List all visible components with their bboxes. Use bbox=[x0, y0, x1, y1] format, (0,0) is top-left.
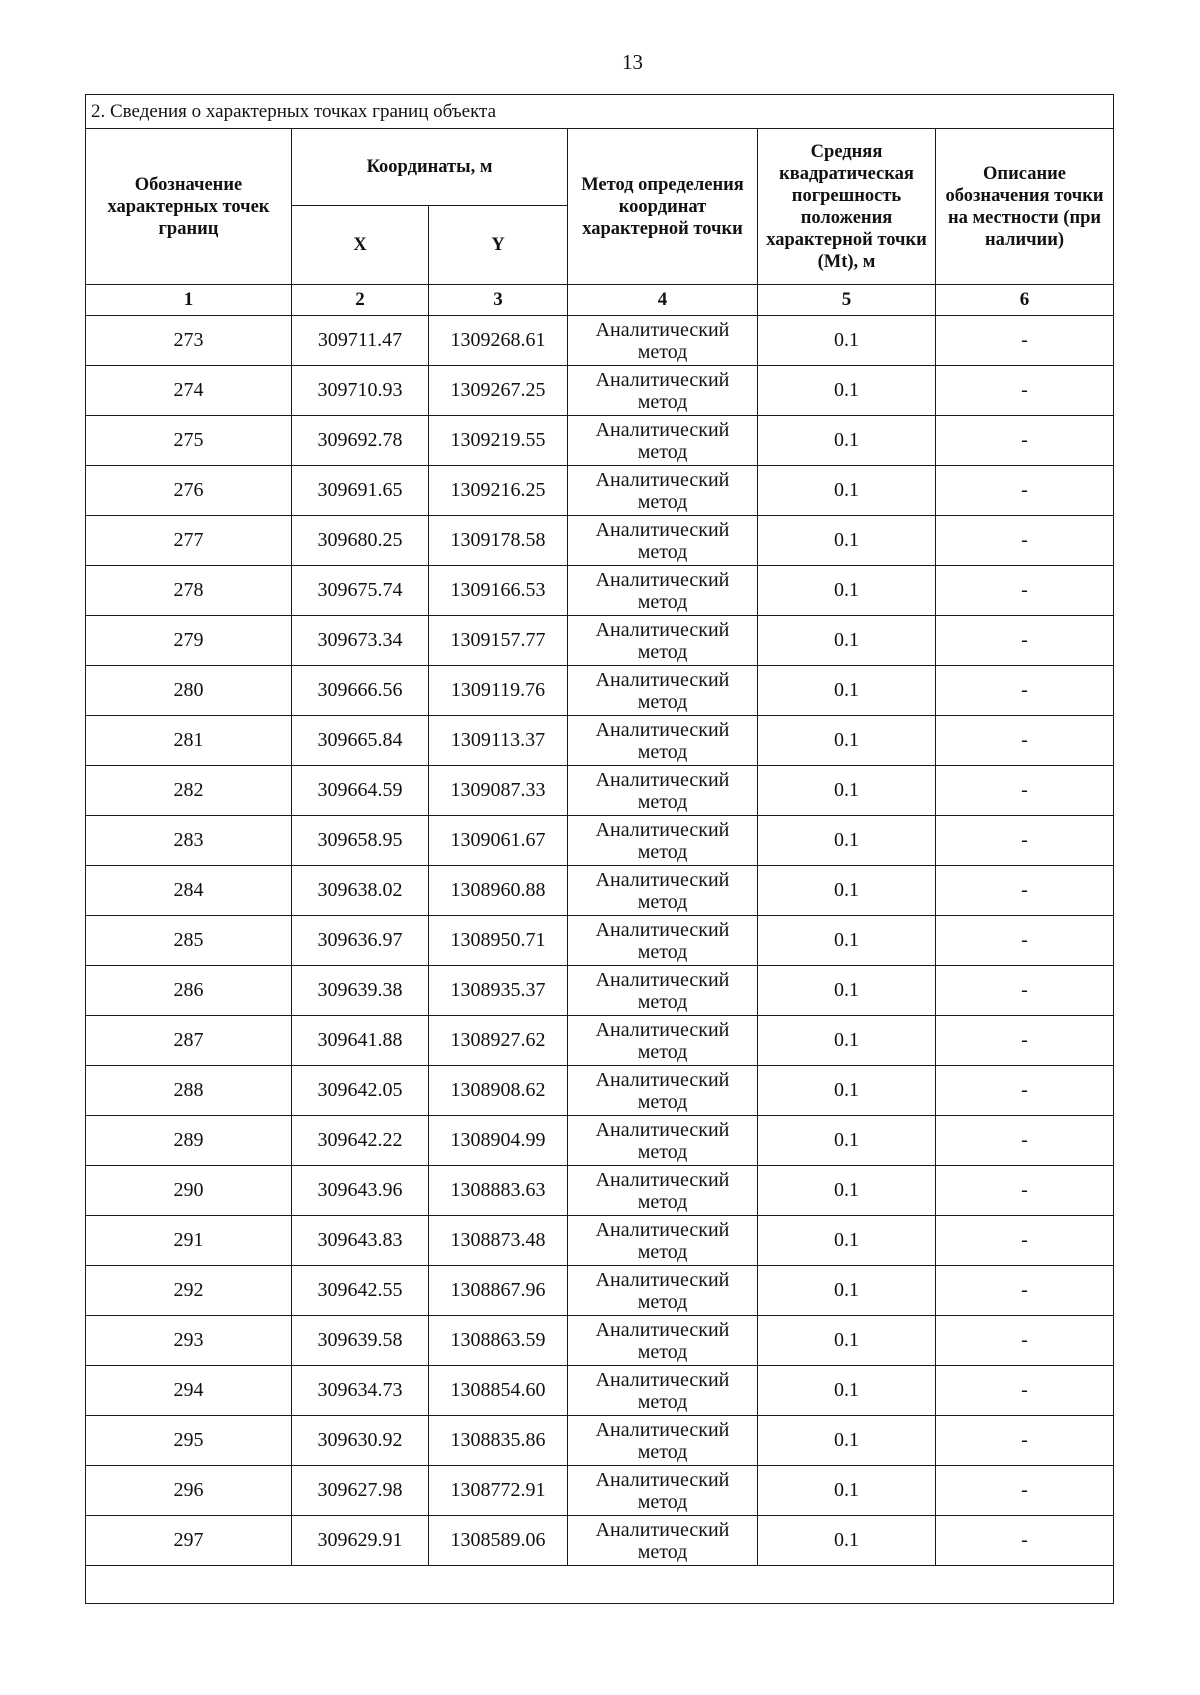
method-line: метод bbox=[637, 1490, 688, 1513]
error-cell: 0.1 bbox=[758, 516, 936, 566]
table-row bbox=[86, 316, 1114, 366]
error-cell: 0.1 bbox=[758, 666, 936, 716]
method-line: метод bbox=[637, 340, 688, 363]
method-line: метод bbox=[637, 440, 688, 463]
y-coordinate-cell: 1308867.96 bbox=[429, 1266, 568, 1316]
table-body bbox=[86, 316, 1114, 1566]
description-cell: - bbox=[936, 666, 1114, 716]
x-coordinate-cell: 309639.58 bbox=[292, 1316, 429, 1366]
error-cell: 0.1 bbox=[758, 1166, 936, 1216]
description-cell: - bbox=[936, 466, 1114, 516]
point-cell: 282 bbox=[86, 766, 292, 816]
point-cell: 289 bbox=[86, 1116, 292, 1166]
method-line: Аналитический bbox=[595, 868, 730, 891]
method-cell bbox=[568, 1316, 758, 1366]
x-coordinate-cell: 309636.97 bbox=[292, 916, 429, 966]
table-row bbox=[86, 1266, 1114, 1316]
point-cell: 273 bbox=[86, 316, 292, 366]
y-coordinate-cell: 1309216.25 bbox=[429, 466, 568, 516]
table-row bbox=[86, 1466, 1114, 1516]
method-cell bbox=[568, 816, 758, 866]
table-row bbox=[86, 1166, 1114, 1216]
y-coordinate-cell: 1308904.99 bbox=[429, 1116, 568, 1166]
error-cell: 0.1 bbox=[758, 866, 936, 916]
table-row bbox=[86, 1216, 1114, 1266]
y-coordinate-cell: 1308883.63 bbox=[429, 1166, 568, 1216]
description-cell: - bbox=[936, 1116, 1114, 1166]
method-line: Аналитический bbox=[595, 618, 730, 641]
y-coordinate-cell: 1308927.62 bbox=[429, 1016, 568, 1066]
x-coordinate-cell: 309664.59 bbox=[292, 766, 429, 816]
description-cell: - bbox=[936, 866, 1114, 916]
section-title: 2. Сведения о характерных точках границ объекта bbox=[86, 95, 1114, 129]
table-row bbox=[86, 1066, 1114, 1116]
method-cell bbox=[568, 1516, 758, 1566]
description-cell: - bbox=[936, 1516, 1114, 1566]
x-coordinate-cell: 309630.92 bbox=[292, 1416, 429, 1466]
method-line: метод bbox=[637, 1340, 688, 1363]
y-coordinate-cell: 1309087.33 bbox=[429, 766, 568, 816]
x-coordinate-cell: 309627.98 bbox=[292, 1466, 429, 1516]
y-coordinate-cell: 1309119.76 bbox=[429, 666, 568, 716]
error-cell: 0.1 bbox=[758, 916, 936, 966]
method-cell bbox=[568, 1016, 758, 1066]
method-line: Аналитический bbox=[595, 368, 730, 391]
header-x: X bbox=[292, 206, 429, 285]
error-cell: 0.1 bbox=[758, 1066, 936, 1116]
y-coordinate-cell: 1309061.67 bbox=[429, 816, 568, 866]
header-coordinates: Координаты, м bbox=[292, 129, 568, 206]
error-cell: 0.1 bbox=[758, 1266, 936, 1316]
method-line: Аналитический bbox=[595, 1268, 730, 1291]
method-cell bbox=[568, 566, 758, 616]
header-error: Средняя квадратическая погрешность положения характерной точки (Mt), м bbox=[758, 129, 936, 285]
method-line: метод bbox=[637, 690, 688, 713]
y-coordinate-cell: 1308960.88 bbox=[429, 866, 568, 916]
x-coordinate-cell: 309639.38 bbox=[292, 966, 429, 1016]
y-coordinate-cell: 1309157.77 bbox=[429, 616, 568, 666]
table-row bbox=[86, 1116, 1114, 1166]
description-cell: - bbox=[936, 1316, 1114, 1366]
method-cell bbox=[568, 516, 758, 566]
point-cell: 276 bbox=[86, 466, 292, 516]
method-line: Аналитический bbox=[595, 1168, 730, 1191]
column-number: 6 bbox=[936, 285, 1114, 316]
point-cell: 281 bbox=[86, 716, 292, 766]
table-row bbox=[86, 1316, 1114, 1366]
x-coordinate-cell: 309638.02 bbox=[292, 866, 429, 916]
method-line: метод bbox=[637, 540, 688, 563]
method-line: Аналитический bbox=[595, 418, 730, 441]
description-cell: - bbox=[936, 766, 1114, 816]
description-cell: - bbox=[936, 1166, 1114, 1216]
method-cell bbox=[568, 1416, 758, 1466]
error-cell: 0.1 bbox=[758, 566, 936, 616]
method-cell bbox=[568, 316, 758, 366]
point-cell: 278 bbox=[86, 566, 292, 616]
x-coordinate-cell: 309710.93 bbox=[292, 366, 429, 416]
method-line: Аналитический bbox=[595, 818, 730, 841]
point-cell: 277 bbox=[86, 516, 292, 566]
y-coordinate-cell: 1309178.58 bbox=[429, 516, 568, 566]
error-cell: 0.1 bbox=[758, 1516, 936, 1566]
point-cell: 290 bbox=[86, 1166, 292, 1216]
y-coordinate-cell: 1309268.61 bbox=[429, 316, 568, 366]
table-row bbox=[86, 716, 1114, 766]
method-cell bbox=[568, 966, 758, 1016]
method-line: Аналитический bbox=[595, 318, 730, 341]
method-line: метод bbox=[637, 1140, 688, 1163]
method-line: метод bbox=[637, 1440, 688, 1463]
method-line: Аналитический bbox=[595, 968, 730, 991]
description-cell: - bbox=[936, 1216, 1114, 1266]
x-coordinate-cell: 309711.47 bbox=[292, 316, 429, 366]
description-cell: - bbox=[936, 316, 1114, 366]
method-line: Аналитический bbox=[595, 518, 730, 541]
description-cell: - bbox=[936, 1466, 1114, 1516]
column-number: 5 bbox=[758, 285, 936, 316]
x-coordinate-cell: 309643.96 bbox=[292, 1166, 429, 1216]
method-line: метод bbox=[637, 1040, 688, 1063]
point-cell: 285 bbox=[86, 916, 292, 966]
description-cell: - bbox=[936, 616, 1114, 666]
description-cell: - bbox=[936, 716, 1114, 766]
description-cell: - bbox=[936, 1066, 1114, 1116]
method-cell bbox=[568, 366, 758, 416]
y-coordinate-cell: 1308854.60 bbox=[429, 1366, 568, 1416]
method-line: метод bbox=[637, 1390, 688, 1413]
x-coordinate-cell: 309658.95 bbox=[292, 816, 429, 866]
method-cell bbox=[568, 466, 758, 516]
table-row bbox=[86, 1516, 1114, 1566]
method-line: метод bbox=[637, 390, 688, 413]
table-footer-empty-row bbox=[86, 1566, 1114, 1604]
y-coordinate-cell: 1308950.71 bbox=[429, 916, 568, 966]
table-row bbox=[86, 366, 1114, 416]
table-row bbox=[86, 1366, 1114, 1416]
header-description: Описание обозначения точки на местности (при наличии) bbox=[936, 129, 1114, 285]
method-line: метод bbox=[637, 940, 688, 963]
table-row bbox=[86, 866, 1114, 916]
table-row bbox=[86, 466, 1114, 516]
table-row bbox=[86, 1016, 1114, 1066]
error-cell: 0.1 bbox=[758, 1316, 936, 1366]
error-cell: 0.1 bbox=[758, 1216, 936, 1266]
error-cell: 0.1 bbox=[758, 1366, 936, 1416]
method-line: Аналитический bbox=[595, 1318, 730, 1341]
method-cell bbox=[568, 416, 758, 466]
boundary-points-table-container bbox=[85, 94, 1113, 1604]
method-cell bbox=[568, 666, 758, 716]
description-cell: - bbox=[936, 966, 1114, 1016]
method-line: метод bbox=[637, 1190, 688, 1213]
table-row bbox=[86, 666, 1114, 716]
point-cell: 279 bbox=[86, 616, 292, 666]
point-cell: 297 bbox=[86, 1516, 292, 1566]
y-coordinate-cell: 1309166.53 bbox=[429, 566, 568, 616]
method-cell bbox=[568, 1166, 758, 1216]
method-line: Аналитический bbox=[595, 1018, 730, 1041]
method-line: Аналитический bbox=[595, 1118, 730, 1141]
x-coordinate-cell: 309691.65 bbox=[292, 466, 429, 516]
description-cell: - bbox=[936, 816, 1114, 866]
y-coordinate-cell: 1308873.48 bbox=[429, 1216, 568, 1266]
point-cell: 274 bbox=[86, 366, 292, 416]
x-coordinate-cell: 309666.56 bbox=[292, 666, 429, 716]
point-cell: 292 bbox=[86, 1266, 292, 1316]
x-coordinate-cell: 309641.88 bbox=[292, 1016, 429, 1066]
point-cell: 286 bbox=[86, 966, 292, 1016]
method-line: метод bbox=[637, 840, 688, 863]
table-row bbox=[86, 616, 1114, 666]
method-line: Аналитический bbox=[595, 1068, 730, 1091]
method-line: метод bbox=[637, 790, 688, 813]
y-coordinate-cell: 1308835.86 bbox=[429, 1416, 568, 1466]
method-cell bbox=[568, 616, 758, 666]
table-row bbox=[86, 916, 1114, 966]
column-number: 2 bbox=[292, 285, 429, 316]
method-cell bbox=[568, 866, 758, 916]
error-cell: 0.1 bbox=[758, 366, 936, 416]
page-number: 13 bbox=[622, 50, 643, 74]
method-line: Аналитический bbox=[595, 918, 730, 941]
method-cell bbox=[568, 1466, 758, 1516]
table-row bbox=[86, 766, 1114, 816]
error-cell: 0.1 bbox=[758, 1416, 936, 1466]
error-cell: 0.1 bbox=[758, 316, 936, 366]
error-cell: 0.1 bbox=[758, 966, 936, 1016]
x-coordinate-cell: 309634.73 bbox=[292, 1366, 429, 1416]
method-cell bbox=[568, 1216, 758, 1266]
point-cell: 280 bbox=[86, 666, 292, 716]
point-cell: 288 bbox=[86, 1066, 292, 1116]
column-number: 4 bbox=[568, 285, 758, 316]
method-cell bbox=[568, 1366, 758, 1416]
method-cell bbox=[568, 716, 758, 766]
x-coordinate-cell: 309692.78 bbox=[292, 416, 429, 466]
point-cell: 284 bbox=[86, 866, 292, 916]
method-cell bbox=[568, 1116, 758, 1166]
method-line: метод bbox=[637, 1540, 688, 1563]
header-point-designation: Обозначение характерных точек границ bbox=[86, 129, 292, 285]
x-coordinate-cell: 309675.74 bbox=[292, 566, 429, 616]
method-line: метод bbox=[637, 740, 688, 763]
point-cell: 295 bbox=[86, 1416, 292, 1466]
error-cell: 0.1 bbox=[758, 416, 936, 466]
method-line: Аналитический bbox=[595, 568, 730, 591]
y-coordinate-cell: 1309113.37 bbox=[429, 716, 568, 766]
column-number: 1 bbox=[86, 285, 292, 316]
method-line: Аналитический bbox=[595, 718, 730, 741]
table-row bbox=[86, 966, 1114, 1016]
y-coordinate-cell: 1308908.62 bbox=[429, 1066, 568, 1116]
x-coordinate-cell: 309629.91 bbox=[292, 1516, 429, 1566]
method-line: метод bbox=[637, 590, 688, 613]
description-cell: - bbox=[936, 366, 1114, 416]
description-cell: - bbox=[936, 1416, 1114, 1466]
column-number: 3 bbox=[429, 285, 568, 316]
boundary-points-table bbox=[85, 94, 1114, 1604]
table-row bbox=[86, 816, 1114, 866]
point-cell: 294 bbox=[86, 1366, 292, 1416]
description-cell: - bbox=[936, 416, 1114, 466]
method-line: Аналитический bbox=[595, 1368, 730, 1391]
table-row bbox=[86, 516, 1114, 566]
error-cell: 0.1 bbox=[758, 1016, 936, 1066]
error-cell: 0.1 bbox=[758, 816, 936, 866]
description-cell: - bbox=[936, 516, 1114, 566]
method-line: метод bbox=[637, 1090, 688, 1113]
method-line: Аналитический bbox=[595, 1418, 730, 1441]
method-line: метод bbox=[637, 490, 688, 513]
error-cell: 0.1 bbox=[758, 1466, 936, 1516]
table-row bbox=[86, 566, 1114, 616]
y-coordinate-cell: 1308935.37 bbox=[429, 966, 568, 1016]
point-cell: 291 bbox=[86, 1216, 292, 1266]
method-line: Аналитический bbox=[595, 1468, 730, 1491]
method-line: Аналитический bbox=[595, 768, 730, 791]
error-cell: 0.1 bbox=[758, 716, 936, 766]
error-cell: 0.1 bbox=[758, 1116, 936, 1166]
description-cell: - bbox=[936, 1016, 1114, 1066]
error-cell: 0.1 bbox=[758, 616, 936, 666]
table-row bbox=[86, 416, 1114, 466]
x-coordinate-cell: 309642.22 bbox=[292, 1116, 429, 1166]
x-coordinate-cell: 309642.05 bbox=[292, 1066, 429, 1116]
error-cell: 0.1 bbox=[758, 466, 936, 516]
header-y: Y bbox=[429, 206, 568, 285]
y-coordinate-cell: 1309267.25 bbox=[429, 366, 568, 416]
x-coordinate-cell: 309642.55 bbox=[292, 1266, 429, 1316]
x-coordinate-cell: 309643.83 bbox=[292, 1216, 429, 1266]
x-coordinate-cell: 309665.84 bbox=[292, 716, 429, 766]
method-line: Аналитический bbox=[595, 1218, 730, 1241]
method-line: Аналитический bbox=[595, 468, 730, 491]
point-cell: 293 bbox=[86, 1316, 292, 1366]
method-cell bbox=[568, 1266, 758, 1316]
point-cell: 275 bbox=[86, 416, 292, 466]
y-coordinate-cell: 1308772.91 bbox=[429, 1466, 568, 1516]
description-cell: - bbox=[936, 1266, 1114, 1316]
point-cell: 283 bbox=[86, 816, 292, 866]
method-line: метод bbox=[637, 990, 688, 1013]
error-cell: 0.1 bbox=[758, 766, 936, 816]
description-cell: - bbox=[936, 1366, 1114, 1416]
method-line: Аналитический bbox=[595, 1518, 730, 1541]
description-cell: - bbox=[936, 566, 1114, 616]
table-row bbox=[86, 1416, 1114, 1466]
method-cell bbox=[568, 916, 758, 966]
description-cell: - bbox=[936, 916, 1114, 966]
y-coordinate-cell: 1308863.59 bbox=[429, 1316, 568, 1366]
header-method: Метод определения координат характерной точки bbox=[568, 129, 758, 285]
method-line: метод bbox=[637, 640, 688, 663]
point-cell: 287 bbox=[86, 1016, 292, 1066]
point-cell: 296 bbox=[86, 1466, 292, 1516]
method-line: метод bbox=[637, 890, 688, 913]
method-cell bbox=[568, 766, 758, 816]
method-line: Аналитический bbox=[595, 668, 730, 691]
x-coordinate-cell: 309673.34 bbox=[292, 616, 429, 666]
x-coordinate-cell: 309680.25 bbox=[292, 516, 429, 566]
method-cell bbox=[568, 1066, 758, 1116]
y-coordinate-cell: 1308589.06 bbox=[429, 1516, 568, 1566]
y-coordinate-cell: 1309219.55 bbox=[429, 416, 568, 466]
method-line: метод bbox=[637, 1290, 688, 1313]
method-line: метод bbox=[637, 1240, 688, 1263]
